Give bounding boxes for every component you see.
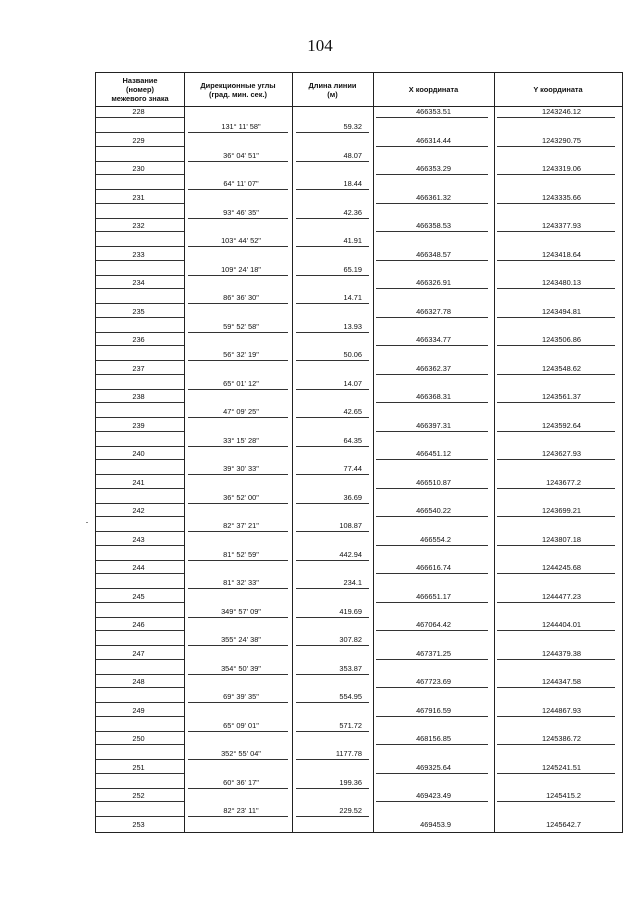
point-number: 253 xyxy=(132,819,145,829)
direction-angle: 47° 09' 25" xyxy=(223,407,259,417)
row-rule xyxy=(296,189,369,190)
row-rule xyxy=(96,731,184,732)
row-rule xyxy=(376,687,488,688)
row-rule xyxy=(376,146,488,147)
row-rule xyxy=(296,531,369,532)
point-number: 241 xyxy=(132,477,145,487)
row-rule xyxy=(96,716,184,717)
row-rule xyxy=(497,146,615,147)
direction-angle: 93° 46' 35" xyxy=(223,207,259,217)
row-rule xyxy=(497,203,615,204)
y-coordinate: 1243319.06 xyxy=(541,164,581,174)
direction-angle: 109° 24' 18" xyxy=(221,264,261,274)
line-length: 42.36 xyxy=(343,207,362,217)
point-number: 234 xyxy=(132,278,145,288)
y-coordinate: 1243548.62 xyxy=(541,363,581,373)
row-rule xyxy=(96,260,184,261)
row-rule xyxy=(96,801,184,802)
x-coordinate: 466361.32 xyxy=(416,192,451,202)
row-rule xyxy=(96,389,184,390)
line-length: 199.36 xyxy=(339,777,362,787)
direction-angle: 69° 39' 35" xyxy=(223,692,259,702)
row-rule xyxy=(497,317,615,318)
x-coordinate: 469423.49 xyxy=(416,791,451,801)
row-rule xyxy=(497,602,615,603)
y-coordinate: 1245415.2 xyxy=(546,791,581,801)
row-rule xyxy=(376,773,488,774)
row-rule xyxy=(188,360,288,361)
line-length: 50.06 xyxy=(343,350,362,360)
row-rule xyxy=(376,744,488,745)
row-rule xyxy=(96,545,184,546)
row-rule xyxy=(96,374,184,375)
x-coordinate: 469325.64 xyxy=(416,762,451,772)
header-name-line: Название xyxy=(122,76,158,85)
header-name xyxy=(96,73,184,106)
x-coordinate: 466451.12 xyxy=(416,449,451,459)
scan-speck xyxy=(86,522,88,523)
row-rule xyxy=(96,431,184,432)
row-rule xyxy=(188,161,288,162)
row-rule xyxy=(296,360,369,361)
row-rule xyxy=(296,617,369,618)
y-coordinate: 1243480.13 xyxy=(541,278,581,288)
row-rule xyxy=(376,374,488,375)
row-rule xyxy=(376,431,488,432)
y-coordinate: 1243494.81 xyxy=(541,306,581,316)
header-x-label: X координата xyxy=(408,85,459,94)
row-rule xyxy=(497,117,615,118)
row-rule xyxy=(296,702,369,703)
row-rule xyxy=(96,146,184,147)
header-length-line: (м) xyxy=(327,89,338,99)
row-rule xyxy=(296,161,369,162)
row-rule xyxy=(497,345,615,346)
row-rule xyxy=(96,588,184,589)
y-coordinate: 1245642.7 xyxy=(546,819,581,829)
row-rule xyxy=(96,446,184,447)
point-number: 252 xyxy=(132,791,145,801)
row-rule xyxy=(96,161,184,162)
row-rule xyxy=(96,645,184,646)
row-rule xyxy=(497,374,615,375)
row-rule xyxy=(497,801,615,802)
row-rule xyxy=(376,231,488,232)
y-coordinate: 1243335.66 xyxy=(541,192,581,202)
line-length: 65.19 xyxy=(343,264,362,274)
row-rule xyxy=(188,588,288,589)
direction-angle: 354° 50' 39" xyxy=(221,663,261,673)
direction-angle: 349° 57' 09" xyxy=(221,606,261,616)
row-rule xyxy=(188,617,288,618)
row-rule xyxy=(296,246,369,247)
row-rule xyxy=(96,117,184,118)
row-rule xyxy=(96,503,184,504)
header-name-line: (номер) xyxy=(126,85,154,94)
row-rule xyxy=(188,731,288,732)
row-rule xyxy=(96,788,184,789)
row-rule xyxy=(296,389,369,390)
row-rule xyxy=(497,573,615,574)
line-length: 18.44 xyxy=(343,179,362,189)
row-rule xyxy=(376,174,488,175)
x-coordinate: 466510.87 xyxy=(416,477,451,487)
row-rule xyxy=(188,275,288,276)
row-rule xyxy=(497,431,615,432)
header-y-label: Y координата xyxy=(533,85,583,94)
y-coordinate: 1245386.72 xyxy=(541,734,581,744)
row-rule xyxy=(96,203,184,204)
row-rule xyxy=(188,702,288,703)
direction-angle: 33° 15' 28" xyxy=(223,435,259,445)
row-rule xyxy=(188,218,288,219)
direction-angle: 60° 36' 17" xyxy=(223,777,259,787)
row-rule xyxy=(376,801,488,802)
direction-angle: 355° 24' 38" xyxy=(221,635,261,645)
row-rule xyxy=(497,231,615,232)
line-length: 41.91 xyxy=(343,236,362,246)
point-number: 247 xyxy=(132,648,145,658)
row-rule xyxy=(96,744,184,745)
row-rule xyxy=(188,246,288,247)
direction-angle: 36° 52' 00" xyxy=(223,492,259,502)
row-rule xyxy=(96,317,184,318)
header-angles xyxy=(184,73,292,106)
row-rule xyxy=(96,488,184,489)
row-rule xyxy=(188,446,288,447)
row-rule xyxy=(188,503,288,504)
row-rule xyxy=(296,674,369,675)
x-coordinate: 466327.78 xyxy=(416,306,451,316)
row-rule xyxy=(376,602,488,603)
point-number: 236 xyxy=(132,335,145,345)
row-rule xyxy=(96,573,184,574)
direction-angle: 103° 44' 52" xyxy=(221,236,261,246)
point-number: 239 xyxy=(132,420,145,430)
row-rule xyxy=(96,288,184,289)
coordinates-table xyxy=(95,72,623,833)
y-coordinate: 1245241.51 xyxy=(541,762,581,772)
point-number: 248 xyxy=(132,677,145,687)
y-coordinate: 1244404.01 xyxy=(541,620,581,630)
row-rule xyxy=(497,659,615,660)
row-rule xyxy=(497,773,615,774)
row-rule xyxy=(497,488,615,489)
row-rule xyxy=(188,531,288,532)
line-length: 14.71 xyxy=(343,293,362,303)
line-length: 36.69 xyxy=(343,492,362,502)
row-rule xyxy=(96,630,184,631)
line-length: 13.93 xyxy=(343,321,362,331)
direction-angle: 64° 11' 07" xyxy=(223,179,259,189)
row-rule xyxy=(96,560,184,561)
y-coordinate: 1243246.12 xyxy=(541,107,581,116)
row-rule xyxy=(296,788,369,789)
point-number: 245 xyxy=(132,591,145,601)
header-y xyxy=(494,73,622,106)
row-rule xyxy=(96,516,184,517)
point-number: 243 xyxy=(132,534,145,544)
row-rule xyxy=(497,687,615,688)
direction-angle: 36° 04' 51" xyxy=(223,150,259,160)
line-length: 14.07 xyxy=(343,378,362,388)
row-rule xyxy=(188,474,288,475)
x-coordinate: 466326.91 xyxy=(416,278,451,288)
table-header xyxy=(96,73,622,107)
row-rule xyxy=(188,132,288,133)
point-number: 235 xyxy=(132,306,145,316)
direction-angle: 39° 30' 33" xyxy=(223,464,259,474)
line-length: 64.35 xyxy=(343,435,362,445)
point-number: 240 xyxy=(132,449,145,459)
row-rule xyxy=(96,402,184,403)
row-rule xyxy=(96,459,184,460)
row-rule xyxy=(497,630,615,631)
row-rule xyxy=(96,617,184,618)
x-coordinate: 469453.9 xyxy=(420,819,451,829)
point-number: 249 xyxy=(132,705,145,715)
row-rule xyxy=(96,816,184,817)
point-number: 233 xyxy=(132,249,145,259)
row-rule xyxy=(376,317,488,318)
line-length: 229.52 xyxy=(339,806,362,816)
x-coordinate: 466368.31 xyxy=(416,392,451,402)
row-rule xyxy=(497,288,615,289)
line-length: 571.72 xyxy=(339,720,362,730)
direction-angle: 352° 55' 04" xyxy=(221,749,261,759)
row-rule xyxy=(376,573,488,574)
row-rule xyxy=(96,332,184,333)
row-rule xyxy=(497,716,615,717)
point-number: 229 xyxy=(132,135,145,145)
row-rule xyxy=(376,117,488,118)
row-rule xyxy=(188,332,288,333)
row-rule xyxy=(296,759,369,760)
row-rule xyxy=(296,588,369,589)
row-rule xyxy=(188,759,288,760)
point-number: 250 xyxy=(132,734,145,744)
y-coordinate: 1243627.93 xyxy=(541,449,581,459)
row-rule xyxy=(96,474,184,475)
row-rule xyxy=(497,260,615,261)
x-coordinate: 467723.69 xyxy=(416,677,451,687)
point-number: 228 xyxy=(132,107,145,116)
line-length: 48.07 xyxy=(343,150,362,160)
row-rule xyxy=(296,731,369,732)
line-length: 1177.78 xyxy=(335,749,362,759)
row-rule xyxy=(96,275,184,276)
row-rule xyxy=(497,459,615,460)
x-coordinate: 466353.51 xyxy=(416,107,451,116)
x-coordinate: 466540.22 xyxy=(416,506,451,516)
row-rule xyxy=(296,816,369,817)
header-angles-line: Дирекционные углы xyxy=(200,80,276,90)
direction-angle: 65° 01' 12" xyxy=(223,378,259,388)
row-rule xyxy=(296,218,369,219)
row-rule xyxy=(376,659,488,660)
y-coordinate: 1244867.93 xyxy=(541,705,581,715)
row-rule xyxy=(96,174,184,175)
row-rule xyxy=(188,389,288,390)
row-rule xyxy=(296,303,369,304)
x-coordinate: 467064.42 xyxy=(416,620,451,630)
point-number: 238 xyxy=(132,392,145,402)
row-rule xyxy=(188,788,288,789)
row-rule xyxy=(376,630,488,631)
direction-angle: 56° 32' 19" xyxy=(223,350,259,360)
line-length: 77.44 xyxy=(343,464,362,474)
row-rule xyxy=(96,773,184,774)
row-rule xyxy=(96,246,184,247)
row-rule xyxy=(497,744,615,745)
row-rule xyxy=(188,560,288,561)
header-length xyxy=(292,73,373,106)
row-rule xyxy=(497,402,615,403)
direction-angle: 81° 32' 33" xyxy=(223,578,259,588)
row-rule xyxy=(296,474,369,475)
y-coordinate: 1243377.93 xyxy=(541,221,581,231)
y-coordinate: 1243592.64 xyxy=(541,420,581,430)
header-x xyxy=(373,73,494,106)
header-angles-line: (град. мин. сек.) xyxy=(209,89,267,99)
y-coordinate: 1243561.37 xyxy=(541,392,581,402)
x-coordinate: 466616.74 xyxy=(416,563,451,573)
row-rule xyxy=(188,303,288,304)
row-rule xyxy=(296,275,369,276)
x-coordinate: 466314.44 xyxy=(416,135,451,145)
row-rule xyxy=(96,303,184,304)
row-rule xyxy=(96,602,184,603)
line-length: 419.69 xyxy=(339,606,362,616)
x-coordinate: 466348.57 xyxy=(416,249,451,259)
row-rule xyxy=(96,659,184,660)
y-coordinate: 1244347.58 xyxy=(541,677,581,687)
row-rule xyxy=(497,545,615,546)
row-rule xyxy=(376,459,488,460)
row-rule xyxy=(296,446,369,447)
page-number: 104 xyxy=(307,36,333,55)
x-coordinate: 468156.85 xyxy=(416,734,451,744)
row-rule xyxy=(376,716,488,717)
row-rule xyxy=(188,189,288,190)
point-number: 242 xyxy=(132,506,145,516)
row-rule xyxy=(296,645,369,646)
x-coordinate: 466554.2 xyxy=(420,534,451,544)
point-number: 244 xyxy=(132,563,145,573)
y-coordinate: 1244379.38 xyxy=(541,648,581,658)
row-rule xyxy=(376,516,488,517)
row-rule xyxy=(96,674,184,675)
header-name-line: межевого знака xyxy=(111,94,169,103)
x-coordinate: 466362.37 xyxy=(416,363,451,373)
row-rule xyxy=(296,560,369,561)
row-rule xyxy=(96,231,184,232)
row-rule xyxy=(376,545,488,546)
row-rule xyxy=(96,345,184,346)
x-coordinate: 466397.31 xyxy=(416,420,451,430)
line-length: 108.87 xyxy=(339,521,362,531)
row-rule xyxy=(96,132,184,133)
row-rule xyxy=(96,360,184,361)
row-rule xyxy=(96,417,184,418)
point-number: 232 xyxy=(132,221,145,231)
row-rule xyxy=(376,260,488,261)
table-body xyxy=(96,107,622,834)
line-length: 42.65 xyxy=(343,407,362,417)
row-rule xyxy=(296,132,369,133)
x-coordinate: 466651.17 xyxy=(416,591,451,601)
y-coordinate: 1244245.68 xyxy=(541,563,581,573)
line-length: 234.1 xyxy=(343,578,362,588)
row-rule xyxy=(188,816,288,817)
x-coordinate: 466353.29 xyxy=(416,164,451,174)
row-rule xyxy=(497,174,615,175)
direction-angle: 82° 23' 11" xyxy=(223,806,259,816)
direction-angle: 81° 52' 59" xyxy=(223,549,259,559)
row-rule xyxy=(96,687,184,688)
direction-angle: 65° 09' 01" xyxy=(223,720,259,730)
row-rule xyxy=(96,759,184,760)
row-rule xyxy=(376,402,488,403)
y-coordinate: 1243699.21 xyxy=(541,506,581,516)
x-coordinate: 467371.25 xyxy=(416,648,451,658)
header-length-line: Длина линии xyxy=(308,80,357,90)
line-length: 442.94 xyxy=(339,549,362,559)
line-length: 307.82 xyxy=(339,635,362,645)
row-rule xyxy=(376,345,488,346)
point-number: 230 xyxy=(132,164,145,174)
y-coordinate: 1243418.64 xyxy=(541,249,581,259)
row-rule xyxy=(497,516,615,517)
row-rule xyxy=(188,674,288,675)
x-coordinate: 467916.59 xyxy=(416,705,451,715)
row-rule xyxy=(296,503,369,504)
y-coordinate: 1243807.18 xyxy=(541,534,581,544)
row-rule xyxy=(296,417,369,418)
row-rule xyxy=(188,417,288,418)
point-number: 246 xyxy=(132,620,145,630)
y-coordinate: 1243506.86 xyxy=(541,335,581,345)
direction-angle: 59° 52' 58" xyxy=(223,321,259,331)
row-rule xyxy=(188,645,288,646)
direction-angle: 82° 37' 21" xyxy=(223,521,259,531)
y-coordinate: 1243677.2 xyxy=(546,477,581,487)
row-rule xyxy=(296,332,369,333)
point-number: 231 xyxy=(132,192,145,202)
row-rule xyxy=(376,203,488,204)
direction-angle: 86° 36' 30" xyxy=(223,293,259,303)
y-coordinate: 1244477.23 xyxy=(541,591,581,601)
direction-angle: 131° 11' 58" xyxy=(221,122,261,132)
x-coordinate: 466358.53 xyxy=(416,221,451,231)
row-rule xyxy=(96,531,184,532)
row-rule xyxy=(376,488,488,489)
point-number: 251 xyxy=(132,762,145,772)
point-number: 237 xyxy=(132,363,145,373)
row-rule xyxy=(96,702,184,703)
line-length: 59.32 xyxy=(343,122,362,132)
line-length: 353.87 xyxy=(339,663,362,673)
row-rule xyxy=(376,288,488,289)
row-rule xyxy=(96,218,184,219)
row-rule xyxy=(96,189,184,190)
x-coordinate: 466334.77 xyxy=(416,335,451,345)
line-length: 554.95 xyxy=(339,692,362,702)
y-coordinate: 1243290.75 xyxy=(541,135,581,145)
